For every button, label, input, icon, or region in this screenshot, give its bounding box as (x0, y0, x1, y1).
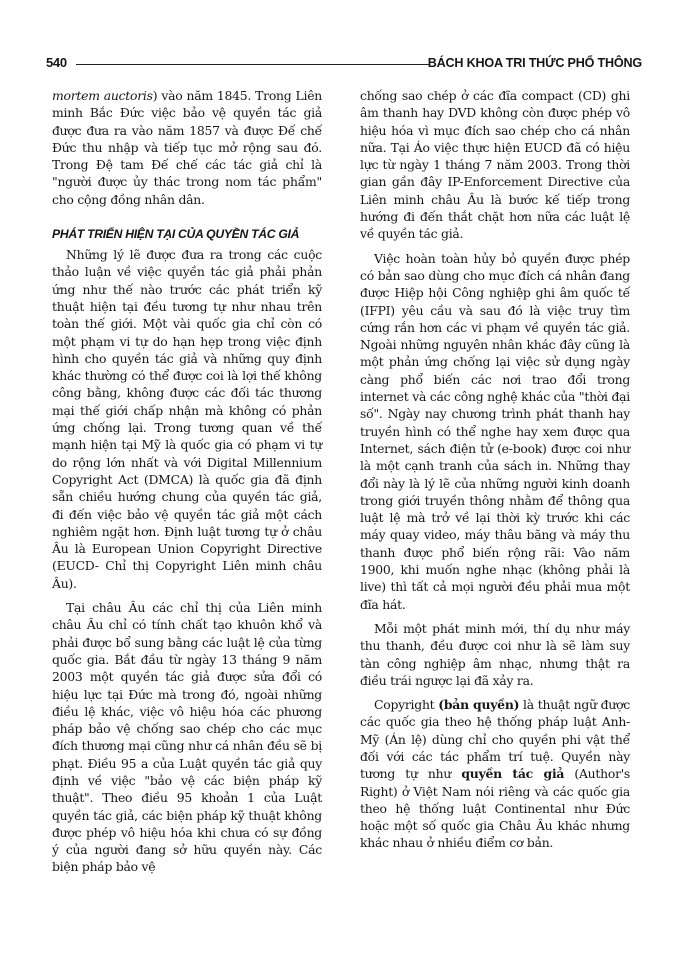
book-title: BÁCH KHOA TRI THỨC PHỔ THÔNG (427, 56, 642, 70)
header-rule (76, 64, 430, 65)
latin-term: mortem auctoris (52, 88, 153, 103)
left-paragraph-1-text: ) vào năm 1845. Trong Liên minh Bắc Đức việc bảo vệ quyền tác giả được đưa ra vào năm 1857 và được Đế chế Đức thu nhập và tiếp tục mở rộng sau đó. Trong Đệ tam Đế chế các tác giả chỉ là "người được ủy thác trong nom tác phẩm" cho cộng đồng nhân dân. (52, 88, 323, 207)
left-paragraph-2: Những lý lẽ được đưa ra trong các cuộc thảo luận về việc quyền tác giả phải phản ứng như thế nào trước các phát triển kỹ thuật hiện tại đều tương tự như nhau trên toàn thế giới. Một vài quốc gia chỉ còn có một phạm vi tự do hạn hẹp trong việc định hình cho quyền tác giả và những quy định khác thường có thể được coi là lợi thế không công bằng, không được các đối tác thương mại thế giới chấp nhận mà không có phản ứng chống lại. Trong tương quan về thế mạnh hiện tại Mỹ là quốc gia có phạm vi tự do rộng lớn nhất và với Digital Millennium Copyright Act (DMCA) là quốc gia đã định sẵn chiều hướng chung của quyền tác giả, đi đến việc bảo vệ quyền tác giả một cách nghiêm ngặt hơn. Định luật tương tự ở châu Âu là European Union Copyright Directive (EUCD- Chỉ thị Copyright Liên minh châu Âu). (52, 247, 322, 591)
left-column (52, 87, 322, 876)
right-paragraph-3: Mỗi một phát minh mới, thí dụ như máy thu thanh, đều được coi như là sẽ làm suy tàn công nghiệp âm nhạc, nhưng thật ra điều trái ngược lại đã xảy ra. (360, 620, 630, 688)
right-paragraph-1: chống sao chép ở các đĩa compact (CD) ghi âm thanh hay DVD không còn được phép vô hiệu hóa vì mục đích sao chép cho cá nhân nữa. Tại Áo việc thực hiện EUCD đã có hiệu lực từ ngày 1 tháng 7 năm 2003. Trong thời gian gần đây IP-Enforcement Directive của Liên minh châu Âu là bước kế tiếp trong hướng đi đến thắt chặt hơn nữa các luật lệ về quyền tác giả. (360, 88, 630, 242)
right-paragraph-4: Copyright (bản quyền) là thuật ngữ được các quốc gia theo hệ thống pháp luật Anh-Mỹ (Án lệ) dùng chỉ cho quyền phi vật thể đối với các tác phẩm trí tuệ. Quyền này tương tự như quyền tác giả (Author's Right) ở Việt Nam nói riêng và các quốc gia theo hệ thống luật Continental như Đức hoặc một số quốc gia Châu Âu khác nhưng khác nhau ở nhiều điểm cơ bản. (360, 697, 631, 851)
left-paragraph-3: Tại châu Âu các chỉ thị của Liên minh châu Âu chỉ có tính chất tạo khuôn khổ và phải được bổ sung bằng các luật lệ của từng quốc gia. Bắt đầu từ ngày 13 tháng 9 năm 2003 một quyền tác giả được sửa đổi có hiệu lực tại Đức mà trong đó, ngoài những điều lệ khác, việc vô hiệu hóa các phương pháp bảo vệ chống sao chép cho các mục đích thương mại cũng như cá nhân đều sẽ bị phạt. Điều 95 a của Luật quyền tác giả quy định về việc "bảo vệ các biện pháp kỹ thuật". Theo điều 95 khoản 1 của Luật quyền tác giả, các biện pháp kỹ thuật không được phép vô hiệu hóa khi chưa có sự đồng ý của người đang sở hữu quyền này. Các biện pháp bảo vệ (52, 600, 322, 875)
term-ban-quyen: (bản quyền) (438, 697, 520, 713)
page-number: 540 (46, 55, 67, 70)
page-header (46, 55, 642, 77)
section-title: PHÁT TRIỂN HIỆN TẠI CỦA QUYỀN TÁC GIẢ (52, 227, 300, 242)
left-paragraph-1 (52, 87, 322, 208)
term-quyen-tac-gia: quyền tác giả (461, 766, 565, 782)
right-column (360, 87, 630, 852)
right-paragraph-2: Việc hoàn toàn hủy bỏ quyền được phép có bản sao dùng cho mục đích cá nhân đang được Hiệp hội Công nghiệp ghi âm quốc tế (IFPI) yêu cầu và sau đó là việc truy tìm cứng rắn hơn các vi phạm về quyền tác giả. Ngoài những nguyên nhân khác đây cũng là một phản ứng chống lại việc sử dụng ngày càng phổ biến các nơi trao đổi trong internet và các công nghệ khác của "thời đại số". Ngày nay chương trình phát thanh hay truyền hình có thể nghe hay xem được qua Internet, sách điện tử (e-book) được coi như là một cạnh tranh của sách in. Những thay đổi này là lý lẽ của những người kinh doanh trong giới truyền thông nhằm để thông qua luật lệ mà trở về lại thời kỳ trước khi các máy quay video, máy thâu băng và máy thu thanh được phổ biến rộng rãi: Vào năm 1900, khi muốn nghe nhạc (không phải là live) thì tất cả mọi người đều phải mua một đĩa hát. (360, 250, 630, 612)
